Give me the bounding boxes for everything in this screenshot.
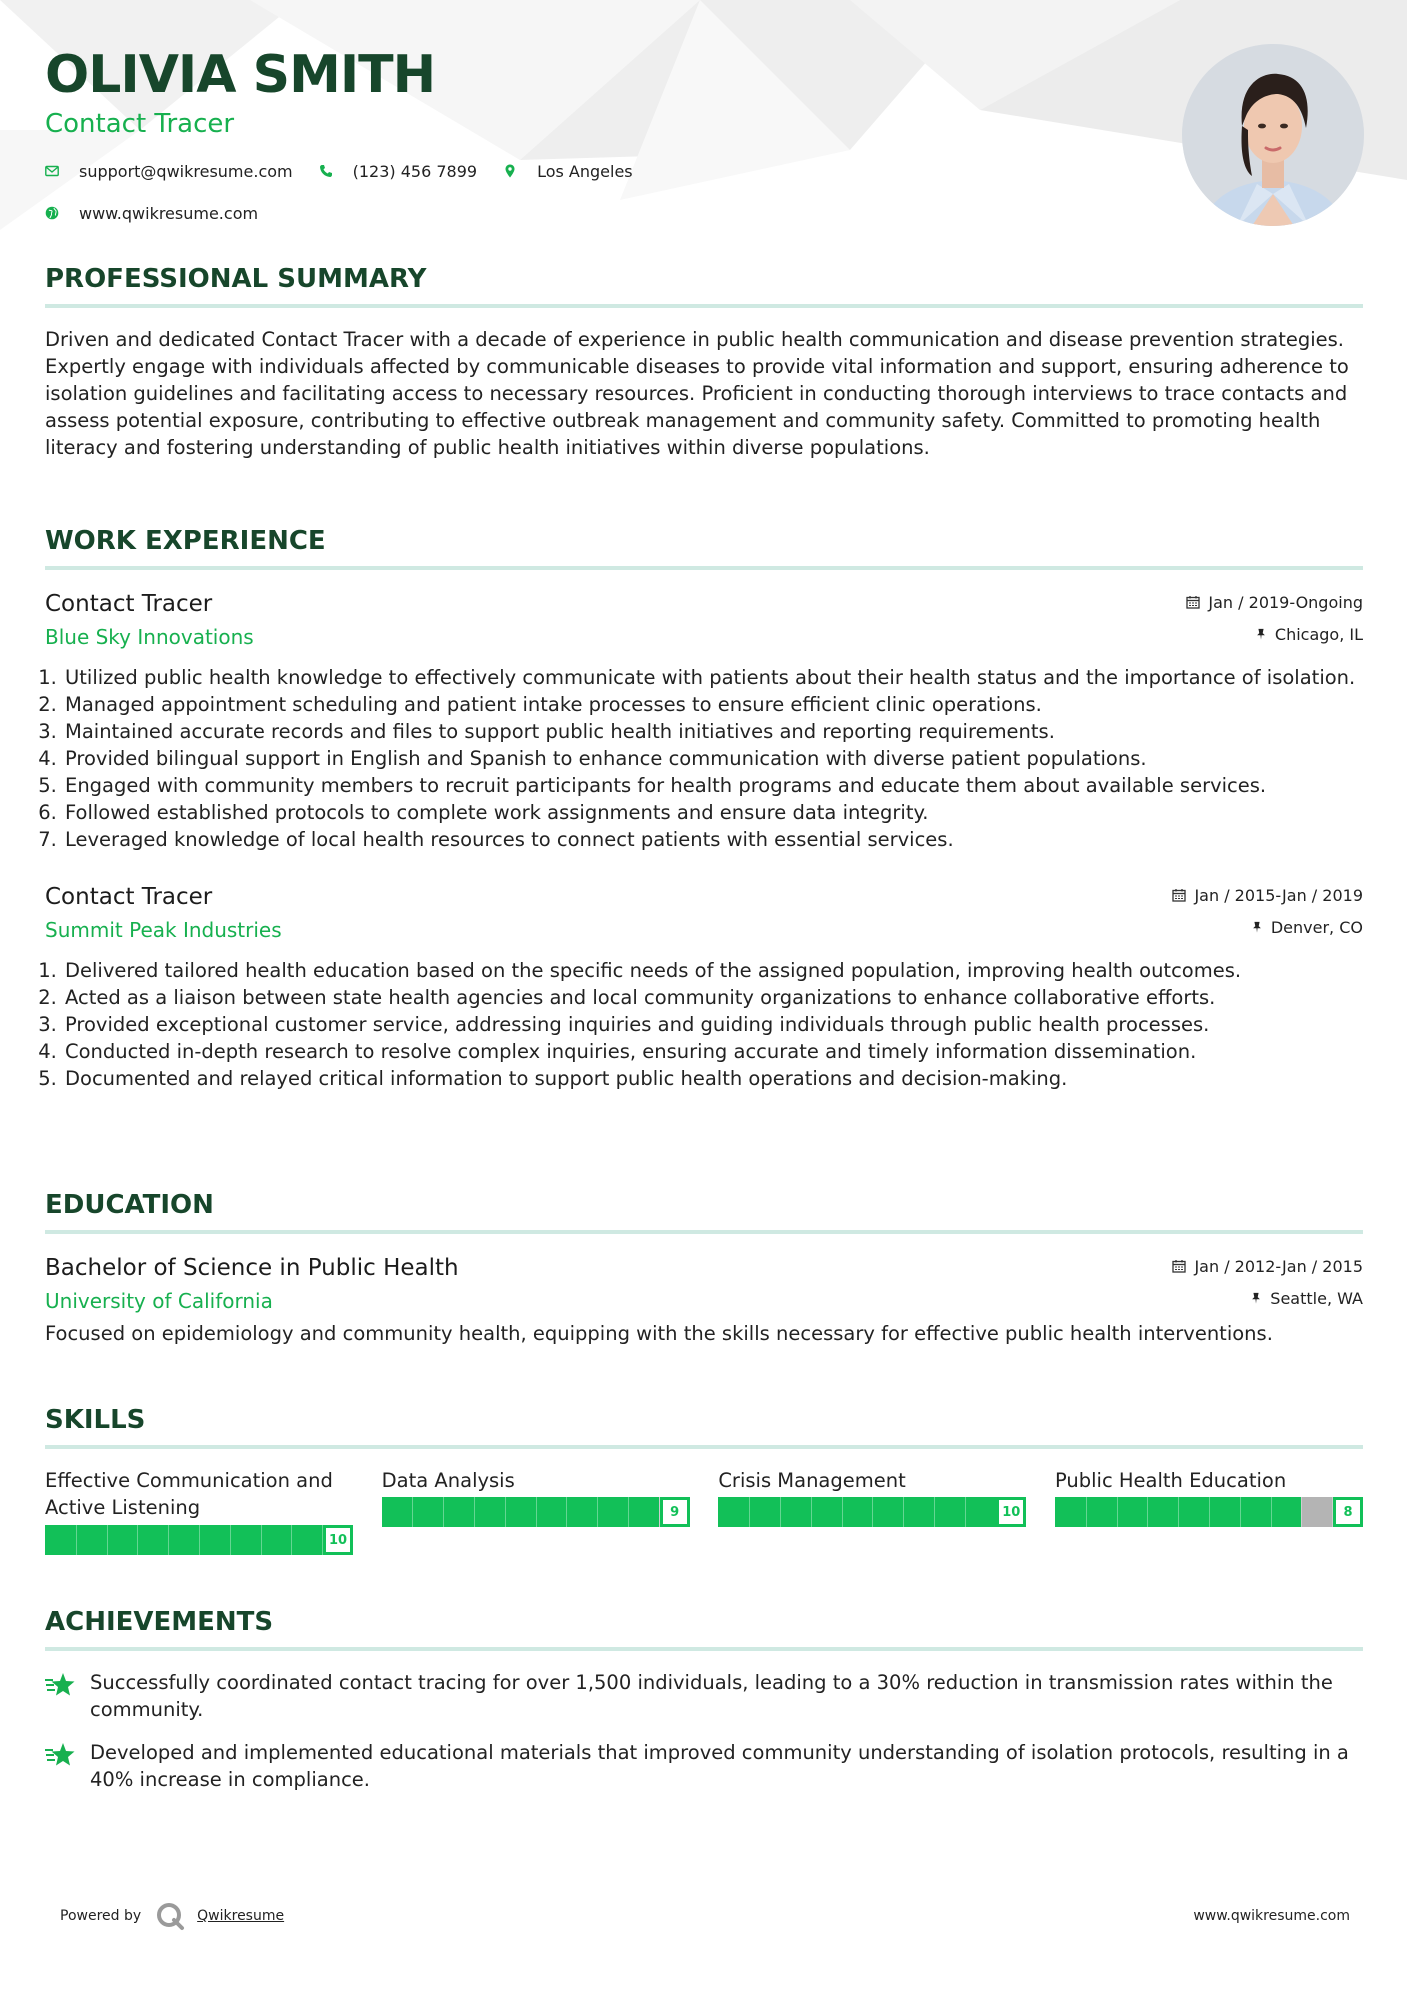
skill-bar-segment-divider [261, 1525, 262, 1555]
achievements-section [45, 1607, 1363, 1793]
education-dates: Jan / 2012-Jan / 2015 [1172, 1252, 1363, 1280]
skill-bar-segment-divider [628, 1497, 629, 1527]
skill-bar-segment-divider [536, 1497, 537, 1527]
list-item: 2. Managed appointment scheduling and patient intake processes to ensure efficient clinic operations. [63, 691, 1363, 718]
education-heading: EDUCATION [45, 1190, 1363, 1234]
contact-phone[interactable] [319, 162, 477, 181]
degree-title: Bachelor of Science in Public Health [45, 1255, 459, 1281]
list-item: 4. Conducted in-depth research to resolve complex inquiries, ensuring accurate and timely information dissemination. [63, 1038, 1363, 1065]
skill-bar-segment-divider [965, 1497, 966, 1527]
pushpin-icon [1255, 627, 1267, 641]
skill-bar-segment-divider [1240, 1497, 1241, 1527]
school-name: University of California [45, 1289, 273, 1313]
candidate-title: Contact Tracer [45, 109, 235, 139]
skill-bar-segment-divider [412, 1497, 413, 1527]
skill-name: Crisis Management [718, 1469, 906, 1492]
summary-text: Driven and dedicated Contact Tracer with a decade of experience in public health communication and disease prevention strategies. Expertly engage with individuals affected by communicable diseases to provide vital information and support, ensuring adherence to isolation guidelines and facilitating access to necessary resources. Proficient in conducting thorough interviews to trace contacts and assess potential exposure, contributing to effective outbreak management and community safety. Committed to promoting health literacy and fostering understanding of public health initiatives within diverse populations. [45, 328, 1349, 459]
skill-bar-segment-divider [1086, 1497, 1087, 1527]
skill-bar-segment-divider [443, 1497, 444, 1527]
pushpin-icon [1250, 1291, 1262, 1305]
education-entry [45, 1252, 1363, 1347]
job-title: Contact Tracer [45, 591, 213, 617]
phone-text: (123) 456 7899 [352, 161, 478, 181]
list-item: 1. Utilized public health knowledge to effectively communicate with patients about their health status and the importance of isolation. [63, 664, 1363, 691]
skill-bar-segment-divider [1301, 1497, 1302, 1527]
job-bullets [45, 957, 1363, 1092]
skill-bar-segment-divider [137, 1525, 138, 1555]
header [45, 44, 1145, 226]
skill-name: Public Health Education [1054, 1469, 1287, 1492]
summary-section [45, 264, 1363, 461]
list-item: 5. Engaged with community members to recruit participants for health programs and educate them about available services. [63, 772, 1363, 799]
contact-website[interactable] [45, 204, 258, 223]
skill-bar-segment-divider [1147, 1497, 1148, 1527]
phone-icon [319, 164, 333, 178]
skill-bar-segment-divider [76, 1525, 77, 1555]
list-item: 3. Provided exceptional customer service, addressing inquiries and guiding individuals through public health processes. [63, 1011, 1363, 1038]
skill-bar-segment-divider [842, 1497, 843, 1527]
candidate-name: OLIVIA SMITH [45, 45, 436, 105]
calendar-icon [1172, 1259, 1186, 1273]
calendar-icon [1172, 888, 1186, 902]
footer [60, 1898, 1350, 1934]
website-text: www.qwikresume.com [79, 203, 259, 223]
education-section [45, 1190, 1363, 1347]
company-name: Summit Peak Industries [45, 918, 282, 942]
skill-bar-segment-divider [1209, 1497, 1210, 1527]
skill-item [382, 1467, 690, 1555]
list-item: 4. Provided bilingual support in English and Spanish to enhance communication with diverse patient populations. [63, 745, 1363, 772]
achievement-item [45, 1669, 1363, 1723]
skill-name: Effective Communication and Active Listening [45, 1469, 333, 1519]
powered-by [60, 1898, 284, 1934]
skill-bar-segment-divider [1117, 1497, 1118, 1527]
job-bullets [45, 664, 1363, 853]
skill-bar-segment-divider [291, 1525, 292, 1555]
skill-bar-segment-divider [566, 1497, 567, 1527]
email-text: support@qwikresume.com [79, 161, 293, 181]
achievement-text: Developed and implemented educational materials that improved community understanding of isolation protocols, resulting in a 40% increase in compliance. [90, 1741, 1349, 1791]
education-meta [1172, 1252, 1363, 1316]
list-item: 3. Maintained accurate records and files to support public health initiatives and reporting requirements. [63, 718, 1363, 745]
list-item: 2. Acted as a liaison between state health agencies and local community organizations to enhance collaborative efforts. [63, 984, 1363, 1011]
job-entry [45, 588, 1363, 853]
achievement-text: Successfully coordinated contact tracing for over 1,500 individuals, leading to a 30% reduction in transmission rates within the community. [90, 1671, 1333, 1721]
job-location: Chicago, IL [1186, 620, 1363, 648]
powered-by-label: Powered by [60, 1908, 142, 1924]
list-item: 6. Followed established protocols to complete work assignments and ensure data integrity. [63, 799, 1363, 826]
education-description: Focused on epidemiology and community health, equipping with the skills necessary for effective public health interventions. [45, 1322, 1273, 1345]
qwikresume-logo-icon [155, 1901, 185, 1931]
skill-bar-fill [382, 1497, 659, 1527]
skill-level-badge: 10 [323, 1525, 353, 1555]
skill-item [718, 1467, 1026, 1555]
skills-row [45, 1467, 1363, 1555]
company-name: Blue Sky Innovations [45, 625, 254, 649]
skill-bar [45, 1525, 353, 1555]
job-location: Denver, CO [1172, 913, 1363, 941]
skill-bar-segment-divider [597, 1497, 598, 1527]
job-dates: Jan / 2019-Ongoing [1186, 588, 1363, 616]
star-icon [45, 1671, 77, 1699]
job-entry [45, 881, 1363, 1092]
contact-email[interactable] [45, 162, 293, 181]
globe-icon [45, 206, 59, 220]
pushpin-icon [1251, 920, 1263, 934]
skill-bar-segment-divider [934, 1497, 935, 1527]
skill-bar-segment-divider [199, 1525, 200, 1555]
skill-bar-segment-divider [168, 1525, 169, 1555]
skill-level-badge: 10 [996, 1497, 1026, 1527]
list-item: 1. Delivered tailored health education based on the specific needs of the assigned population, improving health outcomes. [63, 957, 1363, 984]
location-text: Los Angeles [537, 161, 633, 181]
contact-row-2 [45, 200, 1145, 226]
job-meta [1186, 588, 1363, 652]
skill-bar-segment-divider [903, 1497, 904, 1527]
job-title: Contact Tracer [45, 884, 213, 910]
job-dates: Jan / 2015-Jan / 2019 [1172, 881, 1363, 909]
list-item: 5. Documented and relayed critical information to support public health operations and decision-making. [63, 1065, 1363, 1092]
skill-bar [1055, 1497, 1363, 1527]
avatar-portrait [1182, 44, 1364, 226]
skill-bar-segment-divider [749, 1497, 750, 1527]
map-pin-icon [503, 164, 517, 178]
skill-bar-segment-divider [107, 1525, 108, 1555]
contact-location [503, 162, 633, 181]
skill-bar-segment-divider [811, 1497, 812, 1527]
summary-heading: PROFESSIONAL SUMMARY [45, 264, 1363, 308]
skill-level-badge: 9 [660, 1497, 690, 1527]
skills-heading: SKILLS [45, 1405, 1363, 1449]
skill-item [45, 1467, 353, 1555]
skill-bar-segment-divider [1178, 1497, 1179, 1527]
skill-bar [382, 1497, 690, 1527]
calendar-icon [1186, 595, 1200, 609]
skill-bar-segment-divider [230, 1525, 231, 1555]
experience-section [45, 526, 1363, 1092]
education-location: Seattle, WA [1172, 1284, 1363, 1312]
skill-name: Data Analysis [381, 1469, 515, 1492]
profile-photo [1182, 44, 1364, 226]
skill-bar-segment-divider [1271, 1497, 1272, 1527]
envelope-icon [45, 164, 59, 178]
list-item: 7. Leveraged knowledge of local health resources to connect patients with essential services. [63, 826, 1363, 853]
skill-item [1055, 1467, 1363, 1555]
achievements-heading: ACHIEVEMENTS [45, 1607, 1363, 1651]
brand-link[interactable]: Qwikresume [197, 1908, 285, 1924]
star-icon [45, 1741, 77, 1769]
skill-bar-segment-divider [872, 1497, 873, 1527]
achievement-item [45, 1739, 1363, 1793]
contact-row [45, 158, 1145, 184]
footer-url[interactable]: www.qwikresume.com [1193, 1908, 1350, 1924]
skill-bar-segment-divider [474, 1497, 475, 1527]
skill-bar-segment-divider [505, 1497, 506, 1527]
skill-bar [718, 1497, 1026, 1527]
skill-level-badge: 8 [1333, 1497, 1363, 1527]
experience-heading: WORK EXPERIENCE [45, 526, 1363, 570]
skill-bar-segment-divider [780, 1497, 781, 1527]
job-meta [1172, 881, 1363, 945]
skills-section [45, 1405, 1363, 1555]
